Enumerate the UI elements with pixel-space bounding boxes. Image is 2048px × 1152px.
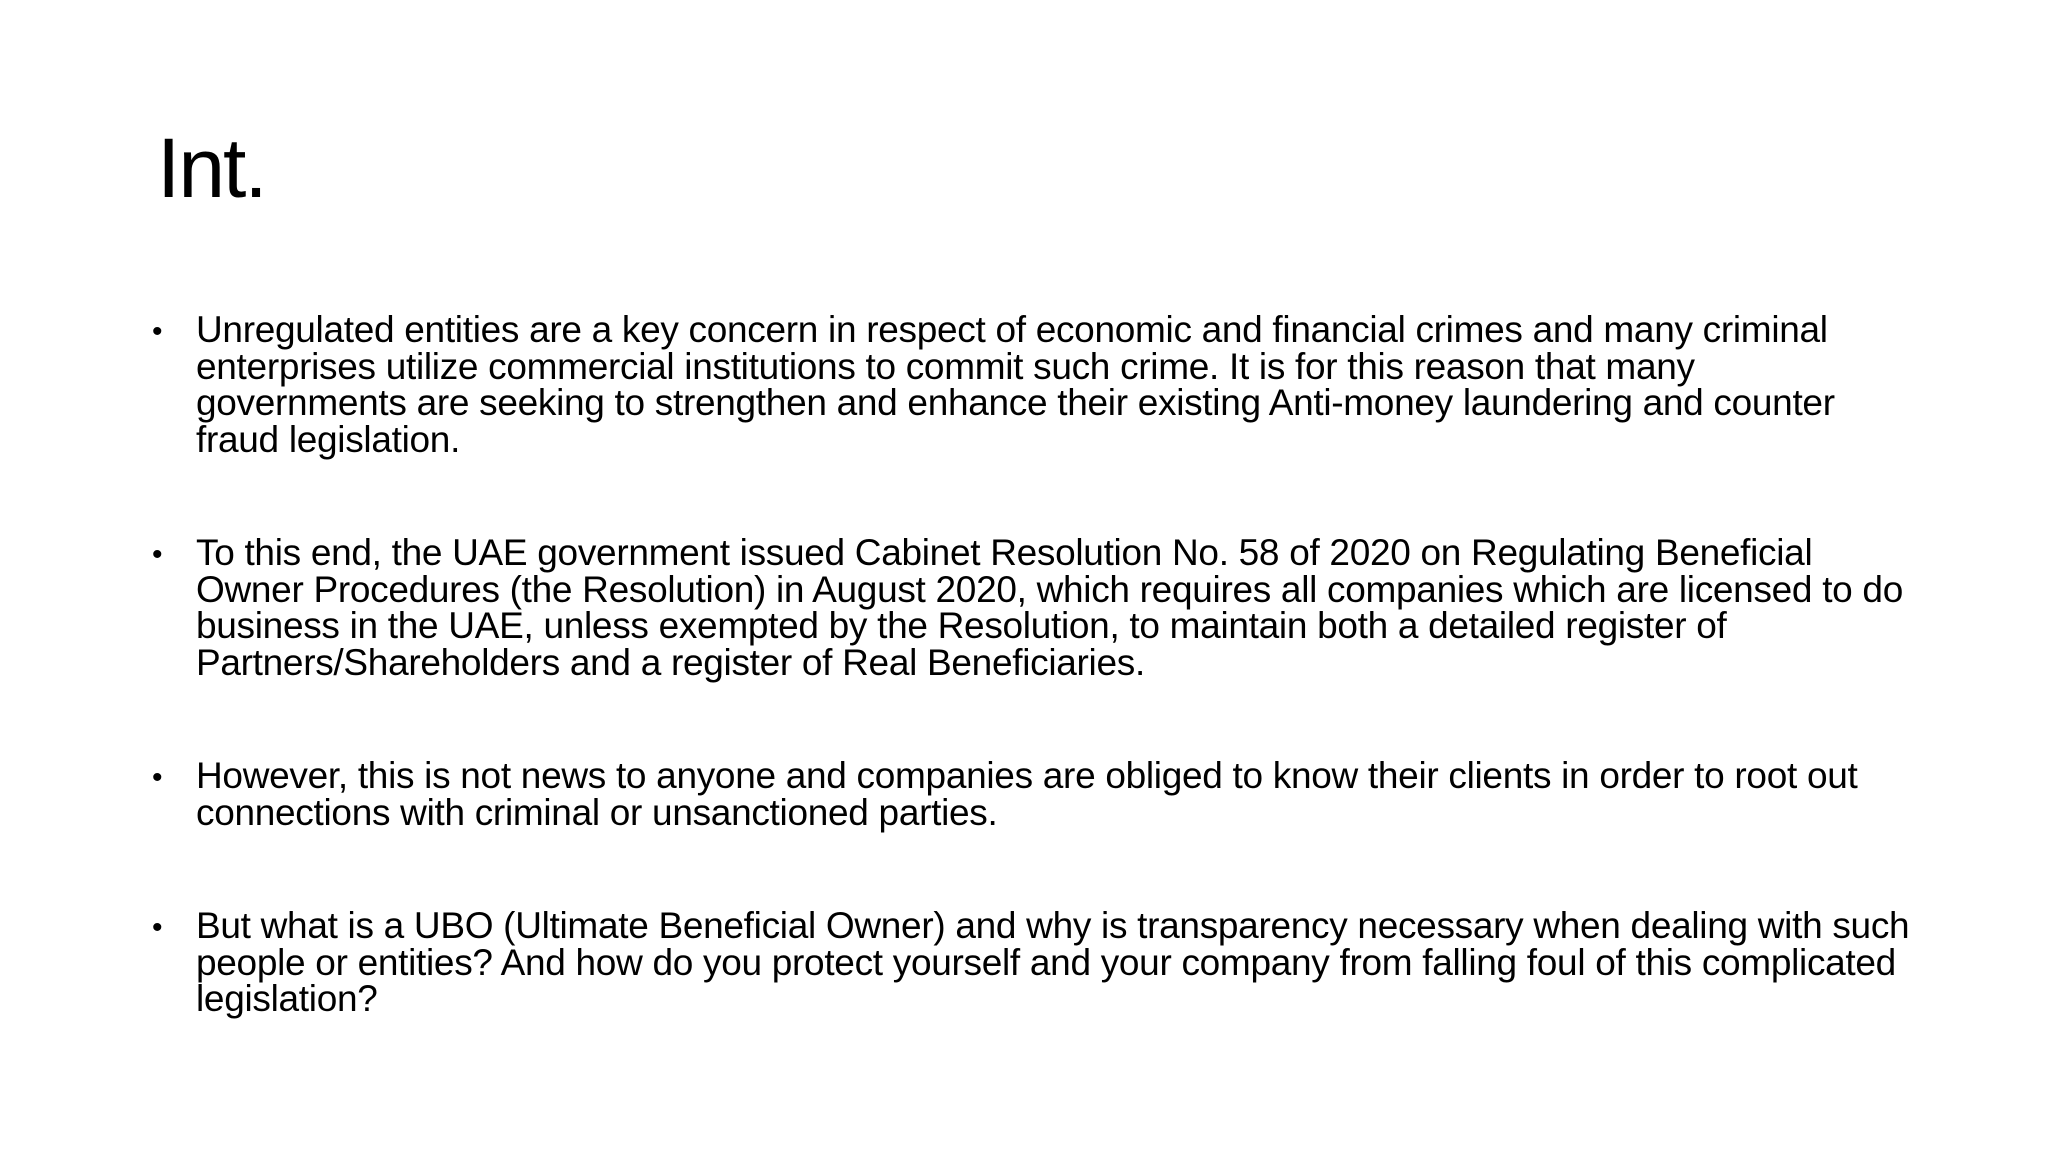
bullet-item xyxy=(152,532,1912,683)
bullet-item xyxy=(152,755,1912,833)
bullet-text: But what is a UBO (Ultimate Beneficial Owner) and why is transparency necessary when dealing with such people or entities? And how do you protect yourself and your company from falling foul of this complicated legislation? xyxy=(196,905,1910,1019)
bullet-text: Unregulated entities are a key concern in respect of economic and financial crimes and many criminal enterprises utilize commercial institutions to commit such crime. It is for this reason that many governments are seeking to strengthen and enhance their existing Anti-money laundering and counter fraud legislation. xyxy=(196,309,1835,460)
bullet-text: To this end, the UAE government issued Cabinet Resolution No. 58 of 2020 on Regulating Beneficial Owner Procedures (the Resolution) in August 2020, which requires all companies which are licensed to do business in the UAE, unless exempted by the Resolution, to maintain both a detailed register of Partners/Shareholders and a register of Real Beneficiaries. xyxy=(196,532,1903,683)
bullet-icon: • xyxy=(152,911,163,944)
bullet-icon: • xyxy=(152,538,163,571)
bullet-icon: • xyxy=(152,315,163,348)
bullet-item xyxy=(152,309,1912,460)
slide-title: Int. xyxy=(157,121,266,215)
bullet-icon: • xyxy=(152,761,163,794)
bullet-item xyxy=(152,905,1912,1019)
bullet-text: However, this is not news to anyone and companies are obliged to know their clients in order to root out connections with criminal or unsanctioned parties. xyxy=(196,755,1858,833)
